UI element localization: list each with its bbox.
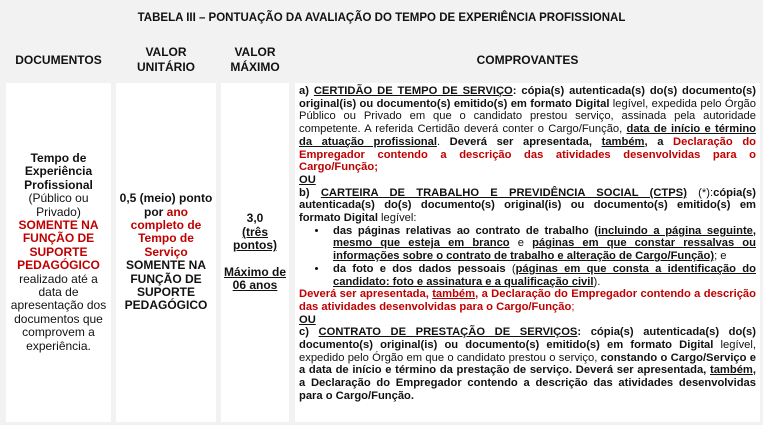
cell-documentos (6, 83, 111, 422)
header-valor-unitario: VALOR UNITÁRIO (137, 45, 195, 74)
ctps-bullet-list (299, 225, 756, 289)
comprovante-b-declaracao (299, 288, 756, 313)
text-run: CARTEIRA DE TRABALHO E PREVIDÊNCIA SOCIAL (CTPS) (320, 186, 687, 199)
cell-valor-maximo (221, 83, 289, 422)
text-run: das páginas relativas ao contrato de trabalho ( (333, 224, 599, 237)
text-run: páginas em que constar ressalvas ou informações sobre o contrato de trabalho e alteração de Cargo/Função) (333, 237, 756, 263)
text-run: da foto e dos dados pessoais (333, 262, 506, 275)
text-run: CONTRATO DE PRESTAÇÃO DE SERVIÇOS (318, 326, 578, 339)
text-run: realizado até a data de apresentação dos documentos que comprovem a experiência. (10, 271, 107, 353)
text-run: (Público ou Privado) (28, 191, 89, 219)
ou-separator: OU (299, 173, 316, 186)
cell-valor-unitario (116, 83, 216, 422)
text-run: também (432, 288, 476, 301)
text-run: data de início e término da atuação profissional (299, 123, 756, 148)
comprovante-c (299, 326, 756, 402)
table-title: TABELA III – PONTUAÇÃO DA AVALIAÇÃO DO TEMPO DE EXPERIÊNCIA PROFISSIONAL (137, 12, 626, 24)
text-run: também (709, 364, 753, 377)
text-run: legível, expedida pelo Órgão Público ou Privado em que o candidato prestou serviço, assinada pela autoridade competente. A referida Certidão deverá conter o Cargo/Função, (299, 97, 756, 136)
text-run: ; e (714, 250, 727, 263)
pontos-extenso: (três pontos) (233, 224, 277, 253)
text-run: CERTIDÃO DE TEMPO DE SERVIÇO (313, 85, 513, 97)
text-run: , a Declaração do Empregador contendo a descrição das atividades desenvolvidas para o Cargo/Função. (299, 364, 756, 402)
text-run: c) (299, 326, 319, 339)
text-run: ano completo de Tempo de Serviço (130, 204, 202, 259)
comprovante-b (299, 187, 756, 225)
text-run: (*): (686, 186, 714, 199)
text-run: ). (593, 275, 601, 288)
text-run: . (436, 135, 450, 148)
text-run: legível: (377, 212, 417, 225)
text-run: também (601, 135, 645, 148)
text-run: Deverá ser apresentada, (449, 135, 602, 148)
documentos-text (9, 152, 108, 353)
ou-separator: OU (299, 313, 316, 326)
text-run: cópia(s) autenticada(s) do(s) documento(s) original(is) ou documento(s) emitido(s) em formato Digital (299, 186, 756, 225)
text-run: Tempo de Experiência Profissional (24, 150, 93, 192)
comprovante-a (299, 85, 756, 174)
text-run: , a Declaração do Empregador contendo a descrição das atividades desenvolvidas para o Cargo/Função (299, 288, 756, 313)
text-run: Deverá ser apresentada, (299, 288, 433, 301)
list-item (328, 225, 756, 263)
text-run: constando o Cargo/Serviço e a data de início e término da prestação de serviço. Deverá ser apresentada, (299, 351, 756, 377)
header-valor-maximo: VALOR MÁXIMO (230, 45, 280, 74)
list-item (328, 263, 756, 288)
text-run: 0,5 (meio) ponto por (119, 191, 213, 219)
text-run: páginas em que consta a identificação do candidato: foto e assinatura e a qualificação civil (333, 262, 756, 288)
text-run: SOMENTE NA FUNÇÃO DE SUPORTE PEDAGÓGICO (17, 217, 100, 273)
text-run: a) (299, 85, 314, 97)
text-run: : cópia(s) autenticada(s) do(s) documento(s) original(is) ou documento(s) emitido(s) em formato Digital (299, 326, 756, 352)
text-run: Declaração do Empregador contendo a descrição das atividades desenvolvidas para o Cargo/Função; (299, 135, 757, 174)
text-run: , a (644, 135, 674, 148)
header-comprovantes: COMPROVANTES (476, 52, 579, 67)
header-documentos: DOCUMENTOS (15, 52, 102, 67)
cell-comprovantes (295, 83, 760, 422)
text-run: e (509, 237, 533, 250)
valor-unitario-text (119, 192, 213, 313)
text-run: incluindo a página seguinte, mesmo que esteja em branco (333, 224, 756, 250)
text-run: ; (571, 300, 575, 313)
limite-anos: Máximo de 06 anos (223, 264, 286, 293)
text-run: legível, expedido pelo Órgão em que o candidato prestou o serviço, (299, 339, 756, 364)
text-run: ( (505, 262, 516, 275)
pontos: 3,0 (246, 211, 264, 226)
text-run: b) (299, 186, 321, 199)
text-run: : cópia(s) autenticada(s) do(s) documento(s) original(is) ou documento(s) emitido(s) em formato Digital (299, 85, 756, 110)
text-run: SOMENTE NA FUNÇÃO DE SUPORTE PEDAGÓGICO (124, 258, 208, 313)
